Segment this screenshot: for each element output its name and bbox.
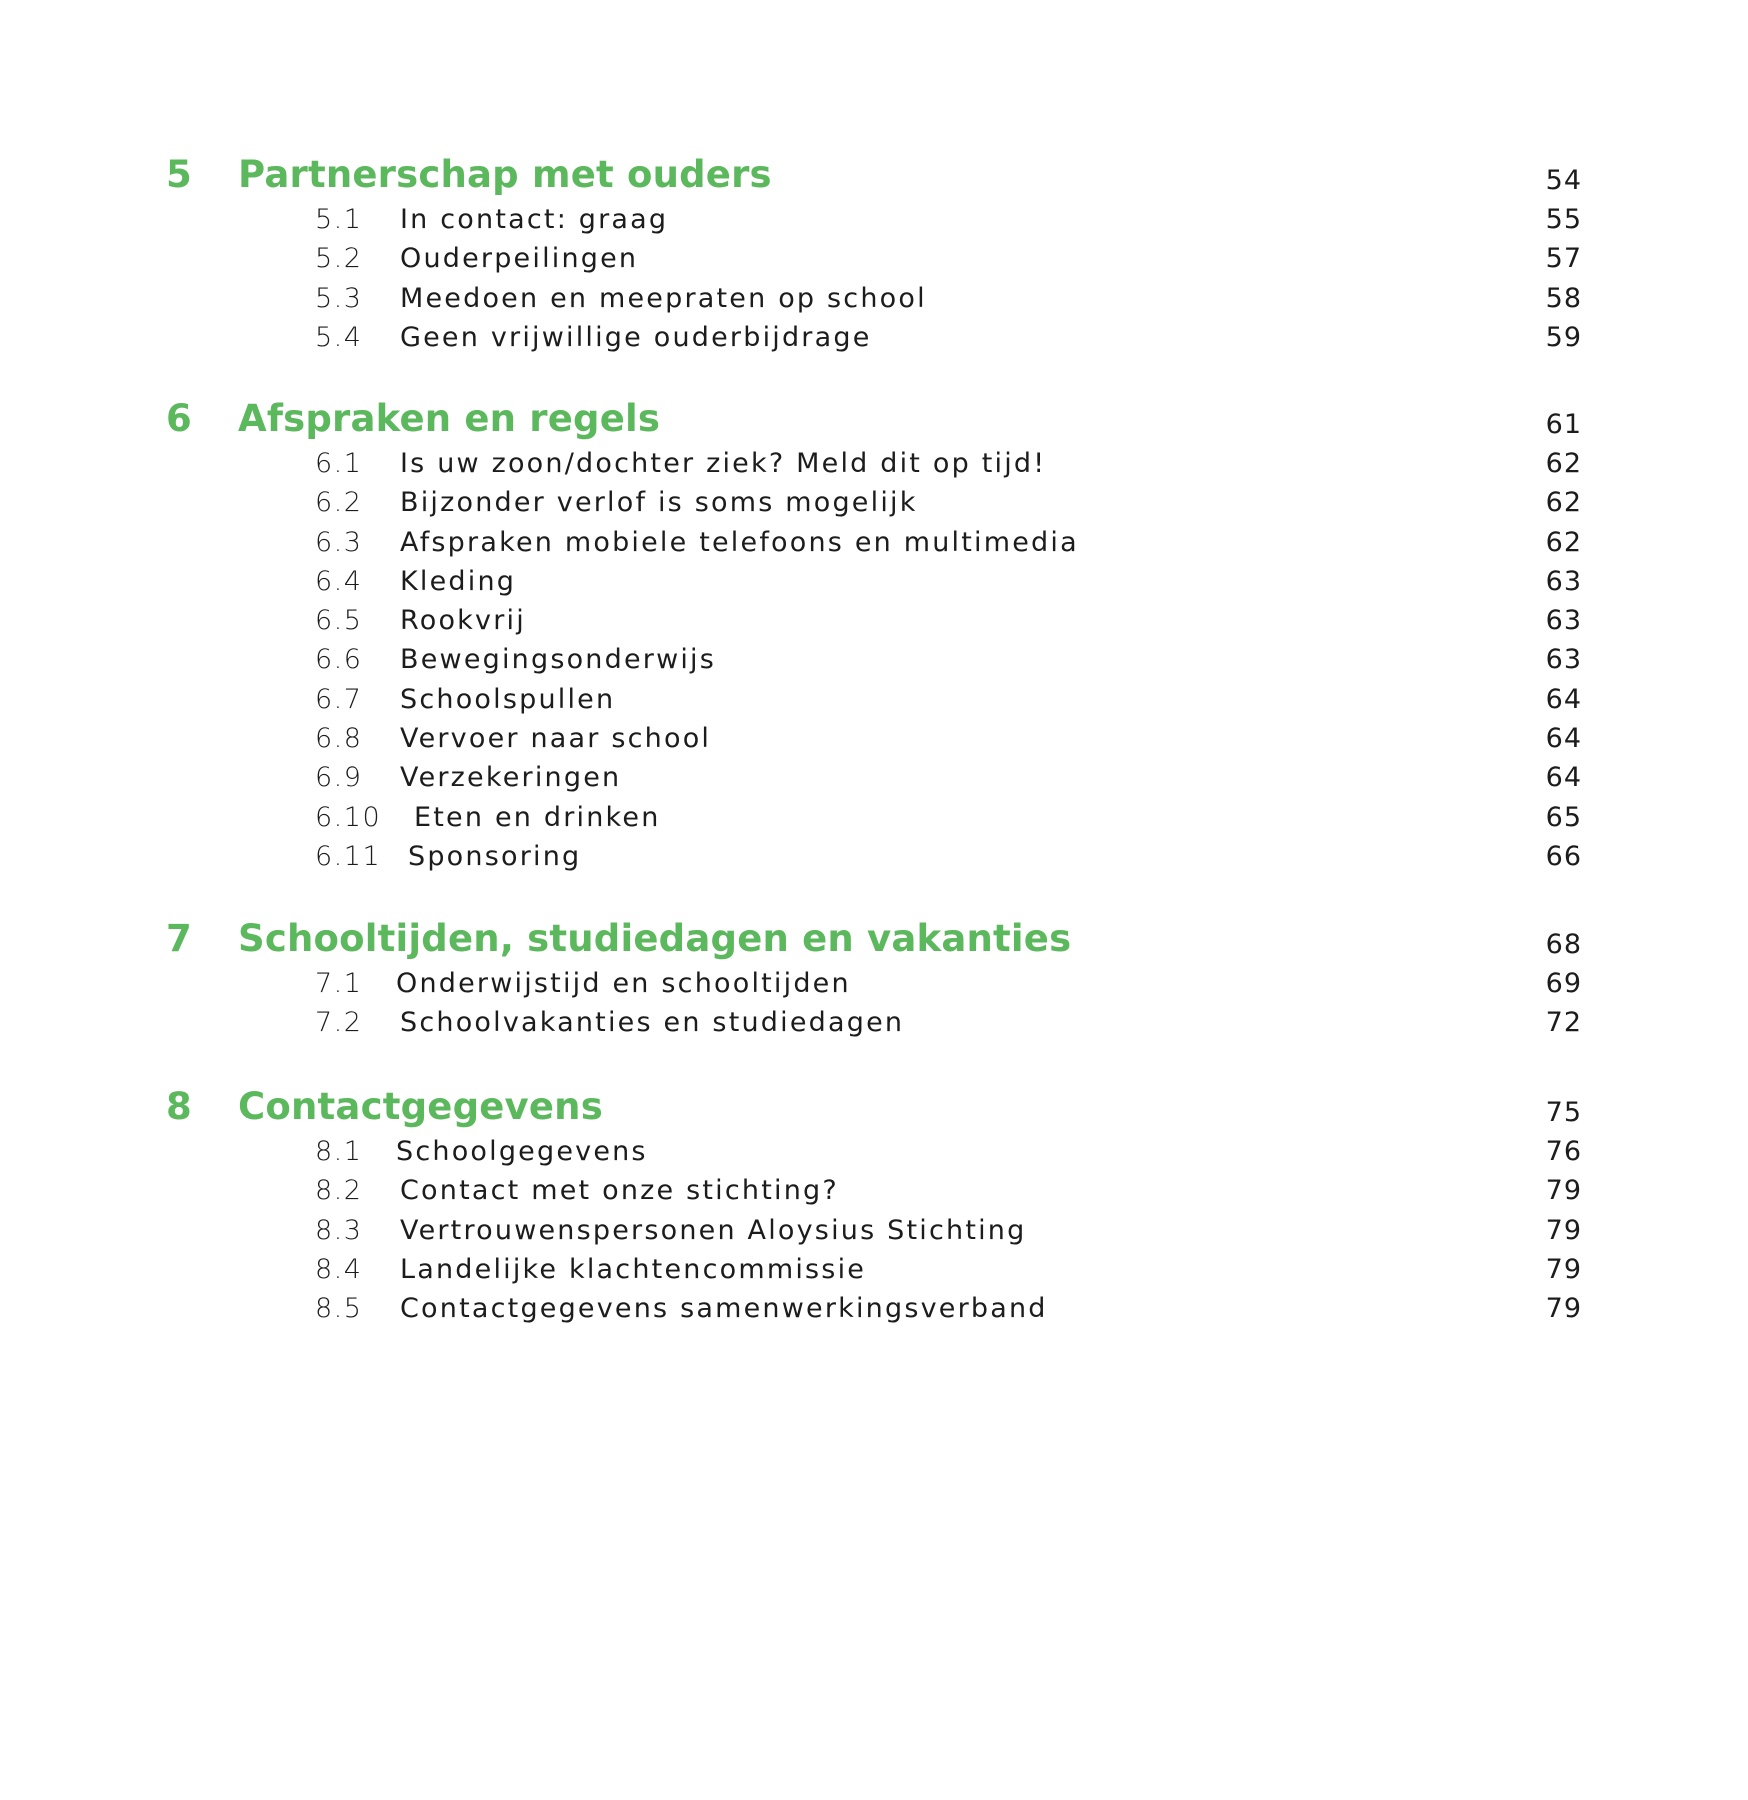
section-title: In contact: graag — [400, 204, 669, 235]
chapter-heading[interactable] — [0, 914, 1748, 964]
chapter-heading[interactable] — [0, 1082, 1748, 1132]
section-page-number: 63 — [1545, 565, 1582, 597]
toc-section-row[interactable] — [0, 1211, 1748, 1250]
chapter-page-number: 75 — [1545, 1097, 1582, 1128]
section-number: 6.8 — [315, 723, 363, 755]
toc-section-row[interactable] — [0, 444, 1748, 483]
section-page-number: 64 — [1545, 762, 1582, 794]
section-page-number: 62 — [1545, 448, 1582, 479]
toc-section-row[interactable] — [0, 318, 1748, 357]
toc-section-row[interactable] — [0, 1132, 1748, 1171]
section-page-number: 58 — [1545, 282, 1582, 314]
section-title: Afspraken mobiele telefoons en multimedia — [400, 526, 1079, 558]
toc-section-row[interactable] — [0, 680, 1748, 719]
section-number: 8.1 — [315, 1136, 363, 1167]
chapter-page-number: 61 — [1545, 409, 1582, 440]
chapter-heading[interactable] — [0, 150, 1748, 200]
chapter-page-number: 54 — [1545, 165, 1582, 196]
section-page-number: 62 — [1545, 526, 1582, 558]
section-page-number: 72 — [1545, 1007, 1582, 1039]
section-title: Schoolspullen — [400, 683, 616, 715]
section-title: Landelijke klachtencommissie — [400, 1253, 867, 1285]
section-title: Meedoen en meepraten op school — [400, 282, 927, 314]
section-number: 7.2 — [315, 1007, 363, 1039]
section-page-number: 55 — [1545, 204, 1582, 235]
toc-section-row[interactable] — [0, 523, 1748, 562]
section-number: 8.3 — [315, 1214, 363, 1246]
section-number: 6.5 — [315, 605, 363, 637]
section-page-number: 79 — [1545, 1175, 1582, 1207]
toc-section-row[interactable] — [0, 562, 1748, 601]
chapter-title: Afspraken en regels — [238, 397, 661, 440]
section-title: Rookvrij — [400, 605, 526, 637]
toc-chapter-6 — [0, 394, 1748, 876]
section-number: 8.5 — [315, 1293, 363, 1325]
section-page-number: 64 — [1545, 723, 1582, 755]
section-number: 6.2 — [315, 487, 363, 519]
section-title: Is uw zoon/dochter ziek? Meld dit op tijd! — [400, 448, 1047, 479]
section-page-number: 63 — [1545, 644, 1582, 676]
toc-section-row[interactable] — [0, 1250, 1748, 1289]
toc-section-row[interactable] — [0, 200, 1748, 239]
chapter-number: 6 — [166, 397, 192, 440]
section-title: Vervoer naar school — [400, 723, 712, 755]
section-number: 8.2 — [315, 1175, 363, 1207]
section-page-number: 63 — [1545, 605, 1582, 637]
toc-section-row[interactable] — [0, 758, 1748, 797]
toc-section-row[interactable] — [0, 798, 1748, 837]
chapter-heading[interactable] — [0, 394, 1748, 444]
section-page-number: 79 — [1545, 1253, 1582, 1285]
toc-section-row[interactable] — [0, 1171, 1748, 1210]
section-title: Onderwijstijd en schooltijden — [396, 968, 851, 999]
toc-section-row[interactable] — [0, 483, 1748, 522]
toc-section-row[interactable] — [0, 1289, 1748, 1328]
section-number: 7.1 — [315, 968, 363, 999]
chapter-title: Contactgegevens — [238, 1085, 603, 1128]
section-number: 6.6 — [315, 644, 363, 676]
section-number: 6.3 — [315, 526, 363, 558]
section-title: Schoolgegevens — [396, 1136, 648, 1167]
section-title: Verzekeringen — [400, 762, 622, 794]
section-page-number: 57 — [1545, 243, 1582, 275]
section-page-number: 64 — [1545, 683, 1582, 715]
toc-chapter-8 — [0, 1082, 1748, 1328]
toc-chapter-7 — [0, 914, 1748, 1043]
section-page-number: 65 — [1545, 801, 1582, 833]
section-title: Eten en drinken — [414, 801, 661, 833]
section-number: 6.10 — [315, 801, 382, 833]
toc-section-row[interactable] — [0, 601, 1748, 640]
section-number: 6.4 — [315, 565, 363, 597]
section-title: Schoolvakanties en studiedagen — [400, 1007, 905, 1039]
section-number: 6.11 — [315, 840, 382, 872]
section-title: Contact met onze stichting? — [400, 1175, 839, 1207]
section-title: Contactgegevens samenwerkingsverband — [400, 1293, 1048, 1325]
section-number: 6.7 — [315, 683, 363, 715]
toc-section-row[interactable] — [0, 640, 1748, 679]
section-page-number: 76 — [1545, 1136, 1582, 1167]
section-number: 5.2 — [315, 243, 363, 275]
section-page-number: 79 — [1545, 1293, 1582, 1325]
chapter-title: Partnerschap met ouders — [238, 153, 772, 196]
section-title: Sponsoring — [408, 840, 582, 872]
chapter-title: Schooltijden, studiedagen en vakanties — [238, 917, 1072, 960]
section-page-number: 62 — [1545, 487, 1582, 519]
toc-chapter-5 — [0, 150, 1748, 357]
section-number: 5.4 — [315, 321, 363, 353]
section-title: Bijzonder verlof is soms mogelijk — [400, 487, 918, 519]
toc-section-row[interactable] — [0, 964, 1748, 1003]
section-number: 6.1 — [315, 448, 363, 479]
toc-section-row[interactable] — [0, 837, 1748, 876]
section-number: 5.1 — [315, 204, 363, 235]
chapter-number: 8 — [166, 1085, 192, 1128]
chapter-page-number: 68 — [1545, 929, 1582, 960]
section-title: Vertrouwenspersonen Aloysius Stichting — [400, 1214, 1027, 1246]
chapter-number: 5 — [166, 153, 192, 196]
section-page-number: 59 — [1545, 321, 1582, 353]
toc-section-row[interactable] — [0, 239, 1748, 278]
section-page-number: 69 — [1545, 968, 1582, 999]
chapter-number: 7 — [166, 917, 192, 960]
section-title: Geen vrijwillige ouderbijdrage — [400, 321, 872, 353]
toc-section-row[interactable] — [0, 719, 1748, 758]
section-page-number: 66 — [1545, 840, 1582, 872]
section-title: Bewegingsonderwijs — [400, 644, 717, 676]
section-number: 5.3 — [315, 282, 363, 314]
toc-section-row[interactable] — [0, 279, 1748, 318]
toc-section-row[interactable] — [0, 1003, 1748, 1042]
section-number: 8.4 — [315, 1253, 363, 1285]
section-title: Ouderpeilingen — [400, 243, 639, 275]
section-title: Kleding — [400, 565, 517, 597]
section-number: 6.9 — [315, 762, 363, 794]
section-page-number: 79 — [1545, 1214, 1582, 1246]
